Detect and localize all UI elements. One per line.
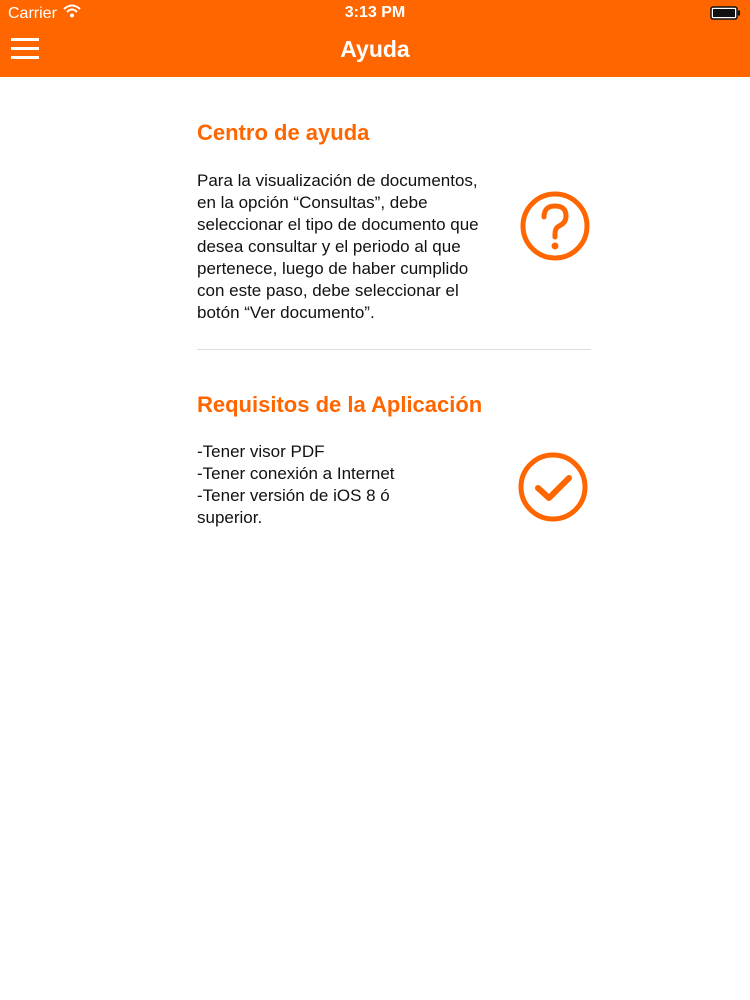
navigation-bar (0, 26, 750, 77)
help-center-line: en la opción “Consultas”, debe (197, 193, 428, 212)
requirement-item: superior. (197, 508, 263, 527)
help-center-title: Centro de ayuda (197, 120, 370, 145)
help-center-line: desea consultar y el periodo al que (197, 237, 461, 256)
section-divider (197, 349, 591, 350)
checkmark-circle-icon (517, 451, 589, 528)
help-center-line: seleccionar el tipo de documento que (197, 215, 479, 234)
page-title: Ayuda (340, 36, 410, 62)
help-center-line: con este paso, debe seleccionar el (197, 281, 459, 300)
status-bar (0, 0, 750, 26)
question-circle-icon (519, 190, 591, 267)
help-center-line: botón “Ver documento”. (197, 303, 375, 322)
requirements-list (197, 441, 497, 529)
requirement-item: -Tener visor PDF (197, 442, 325, 461)
status-time: 3:13 PM (344, 4, 406, 21)
carrier-label: Carrier (8, 4, 57, 22)
requirement-item: -Tener conexión a Internet (197, 464, 395, 483)
battery-icon (710, 6, 742, 25)
help-center-line: pertenece, luego de haber cumplido (197, 259, 469, 278)
help-center-text (197, 170, 517, 324)
help-center-line: Para la visualización de documentos, (197, 171, 478, 190)
top-bar (0, 0, 750, 77)
requirements-title: Requisitos de la Aplicación (197, 392, 483, 417)
requirement-item: -Tener versión de iOS 8 ó (197, 486, 390, 505)
